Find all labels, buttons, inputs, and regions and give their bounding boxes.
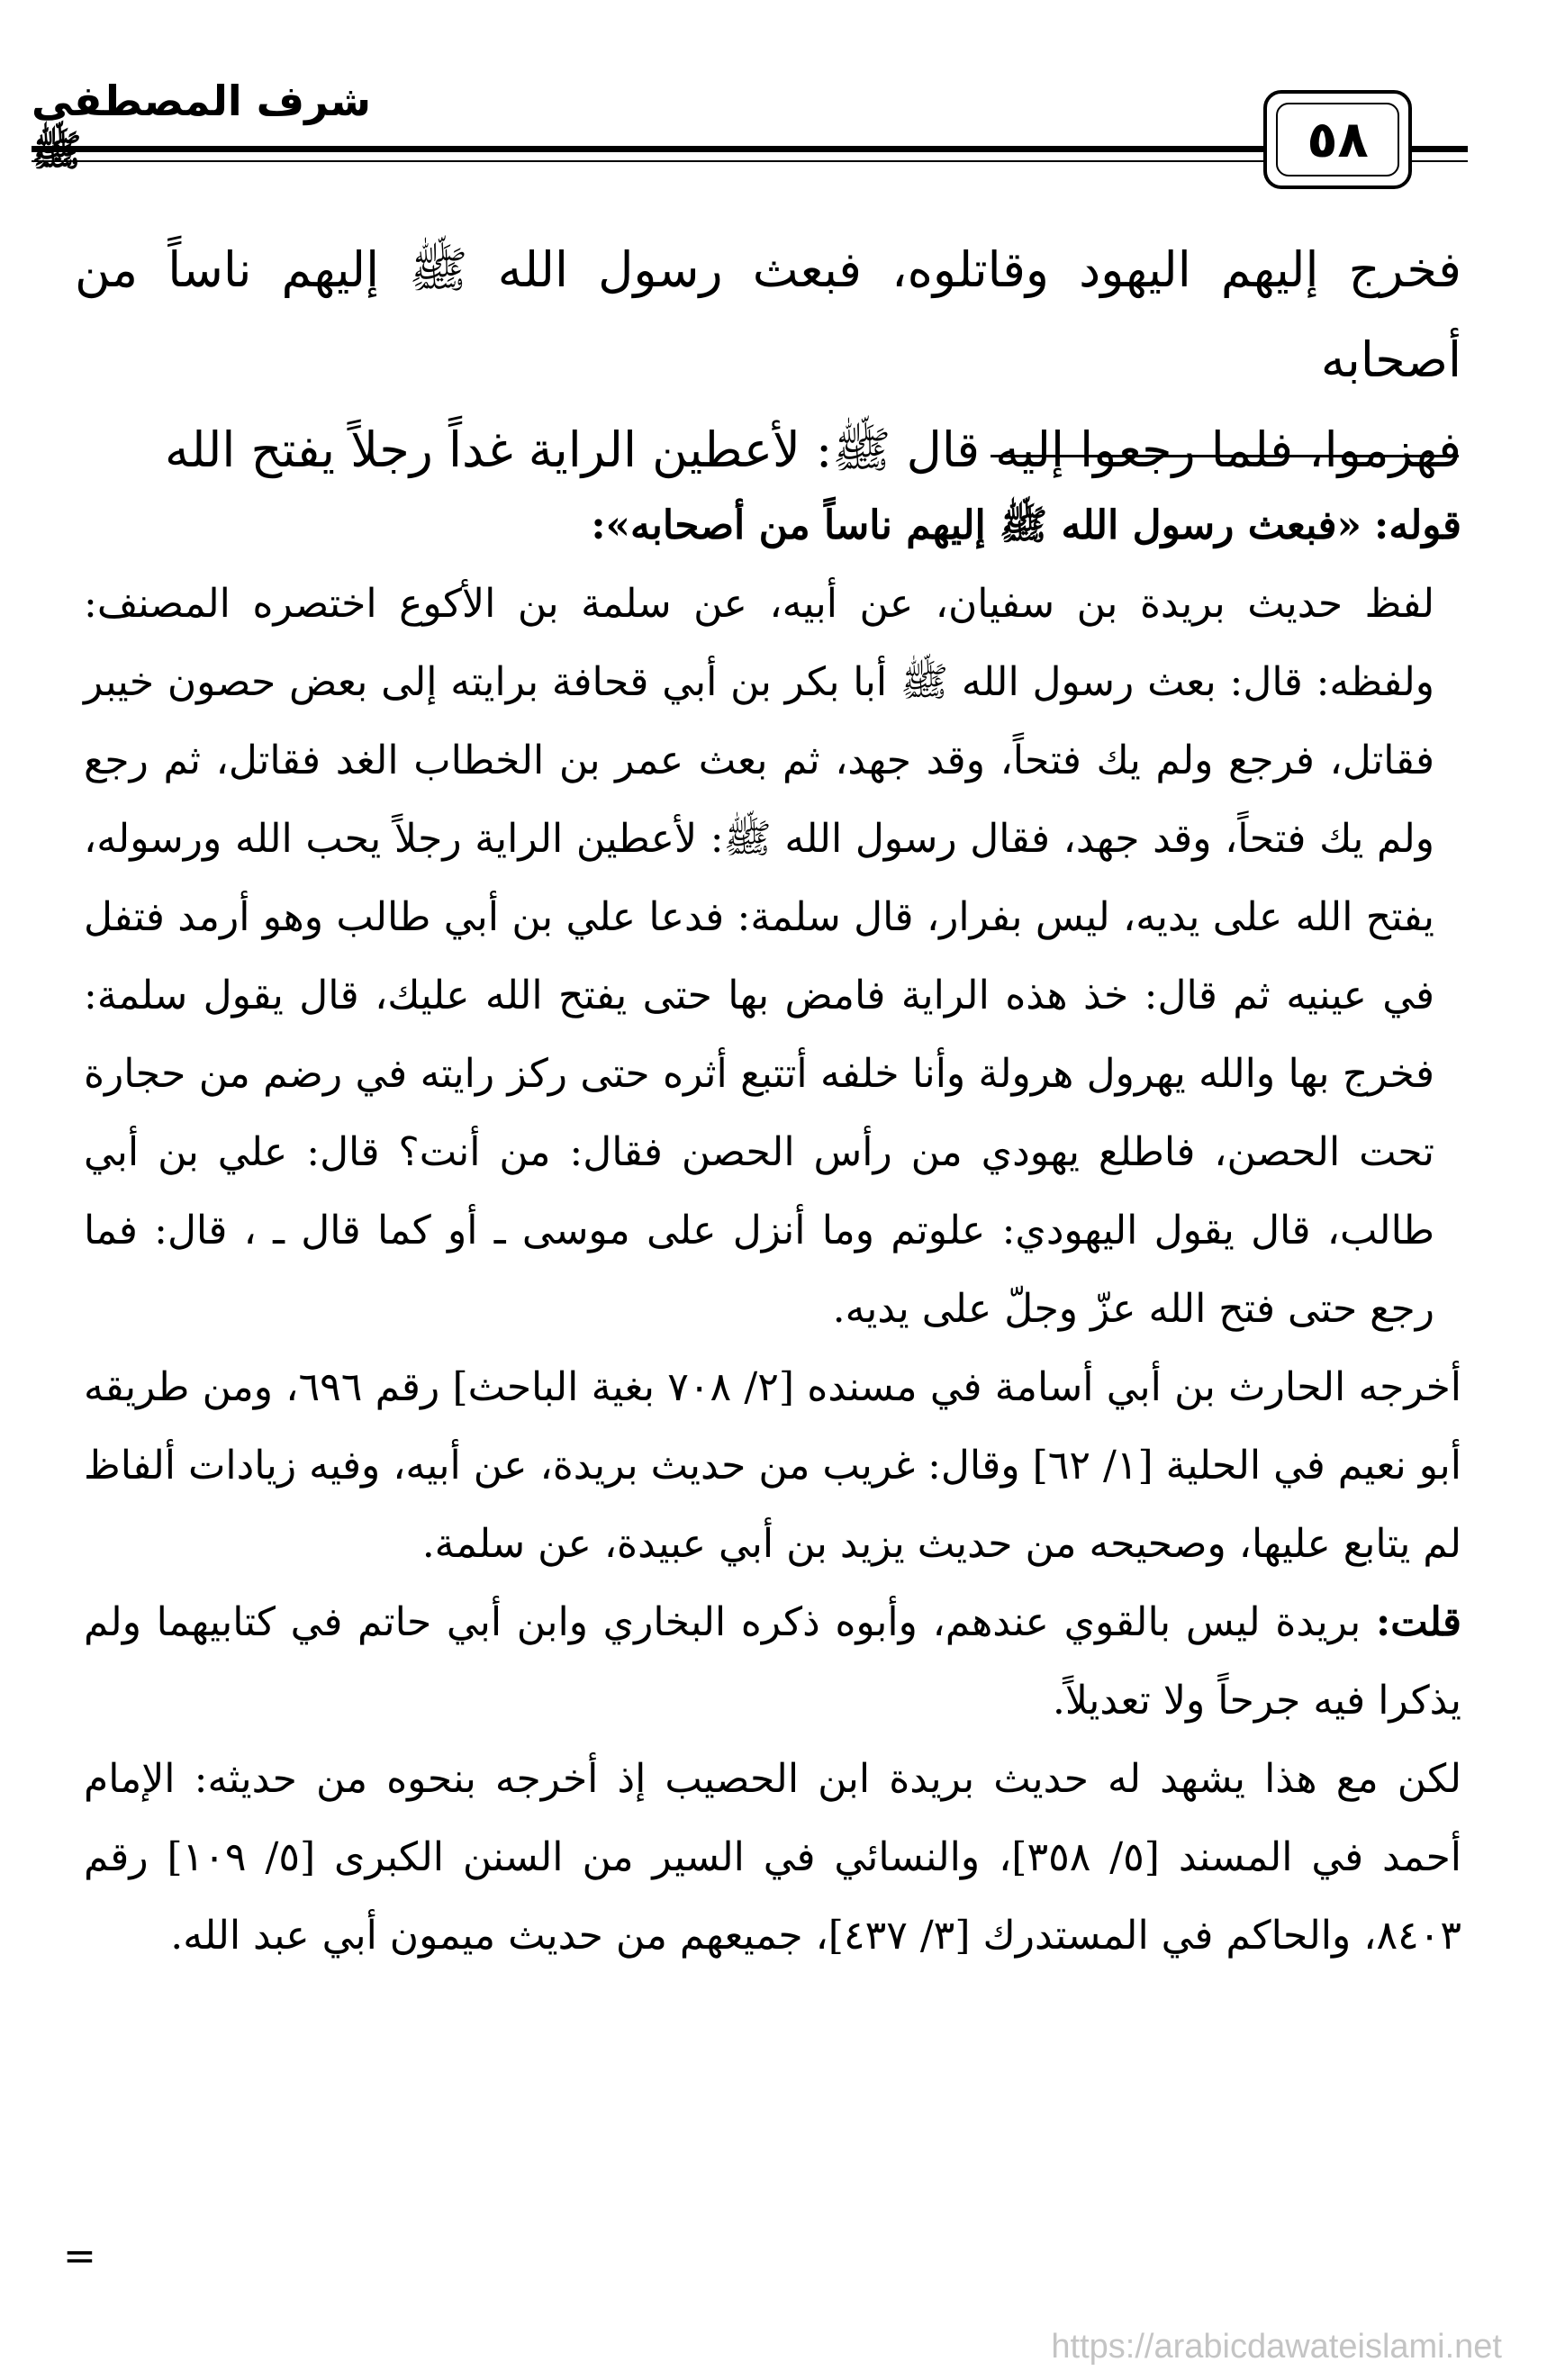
footnote-paragraph-3-text: بريدة ليس بالقوي عندهم، وأبوه ذكره البخاري وابن أبي حاتم في كتابيهما ولم يذكرا فيه جرحاً ولا تعديلاً. [84,1599,1461,1724]
footnotes [84,486,1461,1975]
header-rule-thin [32,160,1292,162]
page-header [0,0,1556,180]
header-rule [32,146,1292,152]
footnote-paragraph-4: لكن مع هذا يشهد له حديث بريدة ابن الحصيب إذ أخرجه بنحوه من حديثه: الإمام أحمد في المسند [٥/ ٣٥٨]، والنسائي في السير من السنن الكبرى [٥/ ١٠٩] رقم ٨٤٠٣، والحاكم في المستدرك [٣/ ٤٣٧]، جميعهم من حديث ميمون أبي عبد الله. [84,1756,1462,1959]
continuation-mark: = [63,2233,96,2279]
footnote-paragraph-1: لفظ حديث بريدة بن سفيان، عن أبيه، عن سلمة بن الأكوع اختصره المصنف: ولفظه: قال: بعث رسول الله ﷺ أبا بكر بن أبي قحافة برايته إلى بعض حصون خيبر فقاتل، فرجع ولم يك فتحاً، وقد جهد، ثم بعث عمر بن الخطاب الغد فقاتل، ثم رجع ولم يك فتحاً، وقد جهد، فقال رسول الله ﷺ: لأعطين الراية رجلاً يحب الله ورسوله، يفتح الله على يديه، ليس بفرار، قال سلمة: فدعا علي بن أبي طالب وهو أرمد فتفل في عينيه ثم قال: خذ هذه الراية فامض بها حتى يفتح الله عليك، قال يقول سلمة: فخرج بها والله يهرول هرولة وأنا خلفه أتتبع أثره حتى ركز رايته في رضم من حجارة تحت الحصن، فاطلع يهودي من رأس الحصن فقال: من أنت؟ قال: علي بن أبي طالب، قال يقول اليهودي: علوتم وما أنزل على موسى ـ أو كما قال ـ ، قال: فما رجع حتى فتح الله عزّ وجلّ على يديه. [84,581,1434,1332]
book-title: شرف المصطفى ﷺ [32,77,371,175]
main-text-line-1: فخرج إليهم اليهود وقاتلوه، فبعث رسول الله ﷺ إليهم ناساً من أصحابه [75,241,1461,388]
footnote-lead-quote: «فبعث رسول الله ﷺ إليهم ناساً من أصحابه»: [591,502,1362,548]
page-number-badge [1263,90,1412,189]
page-number: ٥٨ [1276,103,1399,176]
watermark-url: https://arabicdawateislami.net [1051,2328,1502,2366]
footnote-paragraph-2: أخرجه الحارث بن أبي أسامة في مسنده [٢/ ٧٠٨ بغية الباحث] رقم ٦٩٦، ومن طريقه أبو نعيم في الحلية [١/ ٦٢] وقال: غريب من حديث بريدة، عن أبيه، وفيه زيادات ألفاظ لم يتابع عليها، وصحيحه من حديث يزيد بن أبي عبيدة، عن سلمة. [84,1364,1462,1567]
footnote-paragraph-3-label: قلت: [1375,1599,1461,1645]
footnote-separator [991,455,1459,457]
header-rule-right [1409,146,1468,152]
header-rule-right-thin [1409,160,1468,162]
main-text-line-2: فهزموا، فلما رجعوا إليه قال ﷺ: لأعطين الراية غداً رجلاً يفتح الله [165,421,1461,478]
footnote-lead-label: قوله: [1373,502,1461,548]
footnote-paragraph-3 [84,1583,1461,1740]
footnote-lead [84,486,1461,565]
